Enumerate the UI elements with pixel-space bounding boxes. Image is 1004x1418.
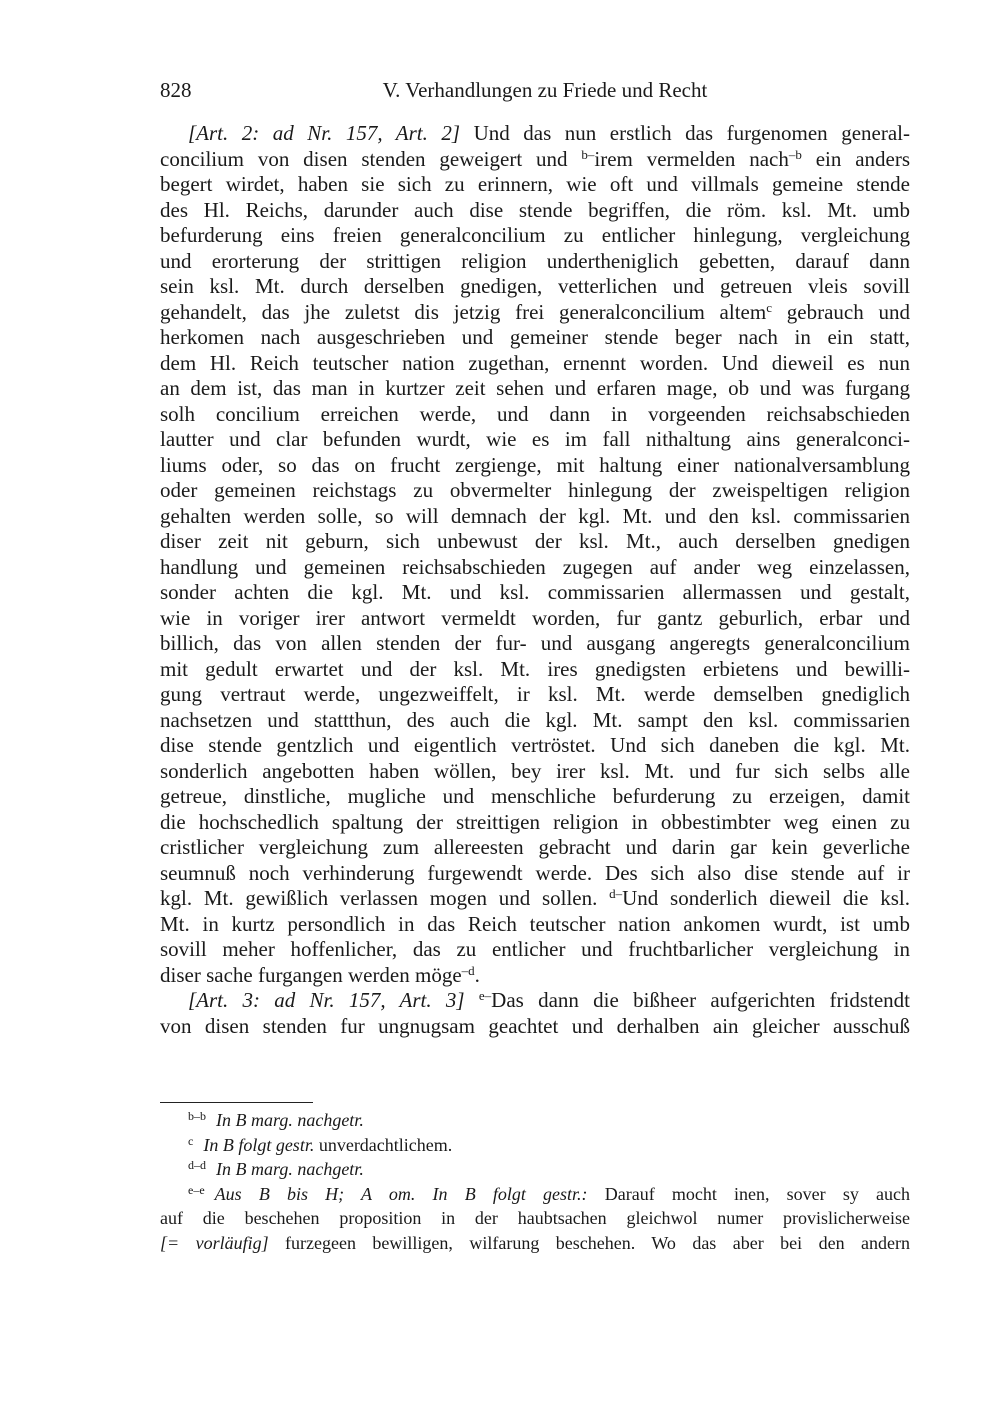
footnote-marker: b– <box>581 146 595 162</box>
text-segment: oder gemeinen reichstags zu obvermelter hinlegung der zweispeltigen religion <box>160 478 910 502</box>
text-line <box>160 988 910 1014</box>
text-segment: handlung und gemeinen reichsabschieden zugegen auf ander weg einzelassen, <box>160 554 910 579</box>
footnote-line <box>160 1157 910 1182</box>
running-title: V. Verhandlungen zu Friede und Recht <box>382 78 708 102</box>
text-segment: sein ksl. Mt. durch derselben gnedigen, vetterlichen und getreuen vleis sovill <box>160 274 910 298</box>
text-segment: und erorterung der strittigen religion undertheniglich gebetten, darauf dann <box>160 248 910 273</box>
footnotes <box>160 1108 910 1255</box>
text-line <box>160 1014 910 1040</box>
footnote-line <box>160 1231 910 1256</box>
text-line <box>160 453 910 479</box>
text-line <box>160 759 910 785</box>
text-segment: Und sonderlich dieweil die ksl. <box>622 886 910 910</box>
footnote-marker: c <box>766 299 772 315</box>
italic-text: [Art. 3: ad Nr. 157, Art. 3] <box>188 988 465 1012</box>
text-line <box>160 198 910 224</box>
text-line <box>160 835 910 861</box>
footnote-marker: b–b <box>188 1109 206 1123</box>
text-segment: concilium von disen stenden geweigert und <box>160 146 582 171</box>
text-segment: des Hl. Reichs, darunder auch dise stende begriffen, die röm. ksl. Mt. umb <box>160 197 910 222</box>
footnote-marker: –b <box>788 146 802 162</box>
text-segment: herkomen nach ausgeschrieben und gemeiner stende beger nach in ein statt, <box>160 325 910 349</box>
text-segment: getreue, dinstliche, mugliche und menschliche befurderung zu erzeigen, damit <box>160 784 910 808</box>
text-line <box>160 580 910 606</box>
text-segment: von disen stenden fur ungnugsam geachtet und derhalben ain gleicher ausschuß <box>160 1013 910 1038</box>
page-header <box>160 78 910 106</box>
text-line <box>160 249 910 275</box>
footnote-marker: e– <box>478 988 492 1003</box>
text-line <box>160 147 910 173</box>
text-segment: gung vertraut werde, ungezweiffelt, ir ksl. Mt. werde demselben gnediglich <box>160 682 910 706</box>
text-line <box>160 861 910 887</box>
footnote-line <box>160 1182 910 1207</box>
text-segment: sonder achten die kgl. Mt. und ksl. commissarien allermassen und gestalt, <box>160 580 910 604</box>
text-line <box>160 810 910 836</box>
text-segment: solh concilium erreichen werde, und dann in vorgeenden reichsabschieden <box>160 401 910 426</box>
footnote-divider <box>160 1102 313 1103</box>
text-segment: sonderlich angebotten haben wöllen, bey irer ksl. Mt. und fur sich selbs alle <box>160 758 910 783</box>
footnote-line <box>160 1133 910 1158</box>
text-segment: an dem ist, das man in kurtzer zeit sehen und erfaren mage, ob und was furgang <box>160 376 910 400</box>
text-line <box>160 657 910 683</box>
footnote-marker: d–d <box>188 1158 206 1172</box>
text-line <box>160 351 910 377</box>
text-segment: unverdachtlichem. <box>314 1134 453 1155</box>
text-segment: Darauf mocht inen, sover sy auch <box>587 1183 910 1204</box>
text-line <box>160 402 910 428</box>
text-line <box>160 937 910 963</box>
text-segment: diser sache furgangen werden möge <box>160 962 462 987</box>
text-segment: gehalten werden solle, so will demnach der kgl. Mt. und den ksl. commissarien <box>160 503 910 528</box>
text-segment: wie in voriger irer antwort vermeldt worden, fur gantz geburlich, erbar und <box>160 605 910 630</box>
text-segment: kgl. Mt. gewißlich verlassen mogen und sollen. <box>160 886 610 910</box>
text-segment: liums oder, so das on frucht zergienge, mit haltung einer nationalversamblung <box>160 452 910 477</box>
italic-text: In B folgt gestr. <box>203 1134 315 1155</box>
text-segment: irem vermelden nach <box>594 146 789 171</box>
footnote-marker: d– <box>609 886 623 901</box>
text-segment: befurderung eins freien generalconcilium zu entlicher hinlegung, vergleichung <box>160 223 910 247</box>
text-line <box>160 274 910 300</box>
text-line <box>160 733 910 759</box>
text-line <box>160 121 910 147</box>
text-line <box>160 529 910 555</box>
italic-text: [Art. 2: ad Nr. 157, Art. 2] <box>188 121 461 145</box>
text-segment: cristlicher vergleichung zum allereesten gebracht und darin gar kein geverliche <box>160 835 910 859</box>
page-number: 828 <box>160 78 192 102</box>
italic-text: [= vorläufig] <box>160 1232 269 1253</box>
italic-text: In B marg. nachgetr. <box>216 1110 364 1130</box>
text-line <box>160 682 910 708</box>
text-segment: dem Hl. Reich teutscher nation zugethan, ernennt worden. Und dieweil es nun <box>160 350 910 375</box>
text-line <box>160 912 910 938</box>
text-segment: Und das nun erstlich das furgenomen general- <box>460 121 910 145</box>
text-line <box>160 784 910 810</box>
text-segment: auf die beschehen proposition in der haubtsachen gleichwol numer provislicherweise <box>160 1208 910 1228</box>
text-segment <box>465 988 479 1012</box>
text-segment: Mt. in kurtz persondlich in das Reich teutscher nation ankomen wurdt, ist umb <box>160 911 910 936</box>
text-line <box>160 631 910 657</box>
text-segment: begert wirdet, haben sie sich zu erinnern, wie oft und villmals gemeine stende <box>160 172 910 196</box>
text-segment: Das dann die bißheer aufgerichten fridstendt <box>491 988 911 1012</box>
text-segment: ein anders <box>801 146 911 171</box>
text-segment: nachsetzen und stattthun, des auch die kgl. Mt. sampt den ksl. commissarien <box>160 707 910 732</box>
text-line <box>160 223 910 249</box>
text-line <box>160 606 910 632</box>
text-segment: seumnuß noch verhinderung furgewendt werde. Des sich also dise stende auf ir <box>160 860 910 885</box>
text-line <box>160 963 910 989</box>
text-segment: sovill meher hoffenlicher, das zu entlicher und fruchtbarlicher vergleichung in <box>160 937 910 961</box>
text-segment: . <box>474 962 480 987</box>
italic-text: Aus B bis H; A om. In B folgt gestr.: <box>214 1183 588 1204</box>
footnote-line <box>160 1206 910 1231</box>
italic-text: In B marg. nachgetr. <box>216 1159 364 1179</box>
text-line <box>160 325 910 351</box>
text-line <box>160 427 910 453</box>
main-text <box>160 121 910 1039</box>
text-line <box>160 376 910 402</box>
text-line <box>160 172 910 198</box>
footnote-marker: c <box>188 1133 194 1148</box>
footnote-line <box>160 1108 910 1133</box>
text-segment: furzegeen bewilligen, wilfarung beschehen. Wo das aber bei den andern <box>268 1232 910 1253</box>
text-segment: gebrauch und <box>772 299 910 324</box>
text-segment: mit gedult erwartet und der ksl. Mt. ires gnedigsten erbietens und bewilli- <box>160 656 910 681</box>
text-segment: die hochschedlich spaltung der streittigen religion in obbestimbter weg einen zu <box>160 809 910 834</box>
text-line <box>160 708 910 734</box>
text-segment: dise stende gentzlich und eigentlich vertröstet. Und sich daneben die kgl. Mt. <box>160 733 910 757</box>
footnote-marker: e–e <box>188 1182 205 1197</box>
text-segment: lautter und clar befunden wurdt, wie es im fall nithaltung ains generalconci- <box>160 427 910 451</box>
text-segment: gehandelt, das jhe zuletst dis jetzig frei generalconcilium altem <box>160 299 767 324</box>
text-line <box>160 478 910 504</box>
text-line <box>160 886 910 912</box>
text-line <box>160 555 910 581</box>
text-line <box>160 504 910 530</box>
footnote-marker: –d <box>461 962 475 978</box>
text-segment: billich, das von allen stenden der fur- und ausgang angeregts generalconcilium <box>160 631 910 655</box>
text-line <box>160 300 910 326</box>
text-segment: diser zeit nit geburn, sich unbewust der ksl. Mt., auch derselben gnedigen <box>160 529 910 553</box>
